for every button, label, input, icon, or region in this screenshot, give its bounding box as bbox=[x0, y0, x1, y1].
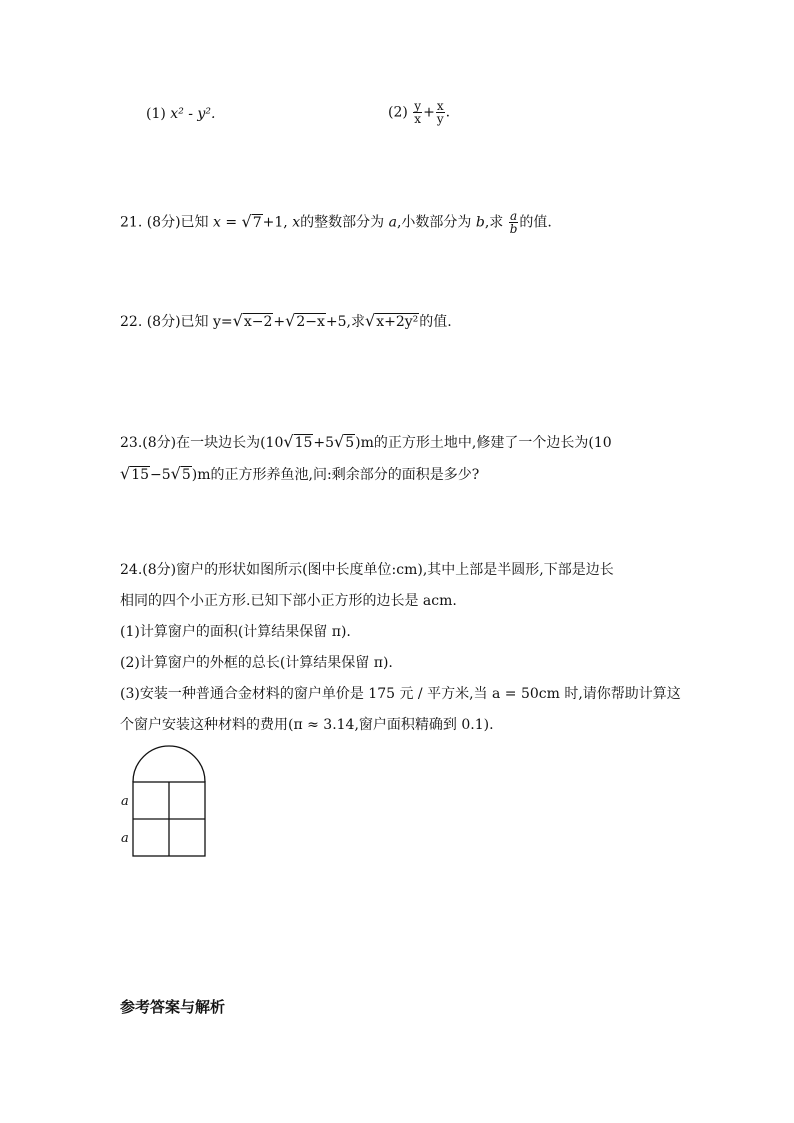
sqrt-icon: √ bbox=[334, 432, 345, 451]
answers-heading: 参考答案与解析 bbox=[120, 998, 226, 1016]
question-24-line-1: 24.(8分)窗户的形状如图所示(图中长度单位:cm),其中上部是半圆形,下部是边长 bbox=[120, 562, 614, 578]
text: +5 bbox=[313, 435, 335, 451]
var-a: a bbox=[388, 214, 397, 231]
fraction-x-over-y bbox=[436, 100, 445, 125]
radicand: 5 bbox=[181, 467, 191, 483]
sqrt-icon: √ bbox=[170, 464, 181, 483]
text: 的值. bbox=[519, 214, 552, 231]
text: )m的正方形养鱼池,问:剩余部分的面积是多少? bbox=[191, 467, 480, 483]
radicand: 15 bbox=[294, 435, 313, 451]
text: )m的正方形土地中,修建了一个边长为(10 bbox=[355, 435, 612, 451]
var-b: b bbox=[475, 214, 485, 231]
plus-sign: + bbox=[423, 104, 435, 121]
question-score: (8分)已知 bbox=[146, 214, 209, 231]
question-24-sub-1: (1)计算窗户的面积(计算结果保留 π). bbox=[120, 624, 351, 640]
window-figure bbox=[112, 744, 222, 864]
fraction-a-over-b bbox=[509, 210, 519, 235]
fraction-denominator: b bbox=[509, 222, 518, 236]
sqrt-icon: √ bbox=[283, 432, 294, 451]
question-number: 22. bbox=[120, 314, 143, 330]
question-21 bbox=[120, 210, 552, 235]
radical-5 bbox=[334, 432, 355, 453]
question-23-line-2 bbox=[120, 464, 479, 485]
subquestion-1 bbox=[146, 104, 215, 124]
text: +5,求 bbox=[325, 314, 365, 330]
equation-rhs: +1, bbox=[262, 214, 288, 231]
question-23-line-1 bbox=[120, 432, 612, 453]
fraction-numerator: x bbox=[436, 99, 444, 113]
label-a-bottom: a bbox=[121, 831, 129, 846]
question-24-sub-3-line-2: 个窗户安装这种材料的费用(π ≈ 3.14,窗户面积精确到 0.1). bbox=[120, 717, 494, 733]
text: 的值. bbox=[419, 314, 452, 330]
fraction-denominator: x bbox=[414, 112, 422, 126]
radical-5 bbox=[171, 464, 192, 485]
question-22 bbox=[120, 311, 452, 332]
sqrt-icon: √ bbox=[241, 211, 252, 231]
radicand: x−2 bbox=[243, 314, 273, 330]
radical-2-minus-x bbox=[285, 311, 326, 332]
radicand: x+2y² bbox=[376, 314, 419, 330]
sqrt-icon: √ bbox=[285, 311, 296, 330]
text: −5 bbox=[150, 467, 171, 483]
question-24-line-2: 相同的四个小正方形.已知下部小正方形的边长是 acm. bbox=[120, 593, 457, 609]
subquestion-1-label: (1) bbox=[146, 106, 166, 122]
question-24-sub-2: (2)计算窗户的外框的总长(计算结果保留 π). bbox=[120, 655, 393, 671]
subquestion-2-label: (2) bbox=[388, 104, 408, 121]
radical-x-plus-2y2 bbox=[365, 311, 419, 332]
sqrt-icon: √ bbox=[232, 311, 243, 330]
var-x: x bbox=[292, 214, 301, 231]
fraction-numerator: a bbox=[509, 209, 518, 223]
radical-15 bbox=[283, 432, 313, 453]
radicand: 15 bbox=[131, 467, 150, 483]
question-number: 21. bbox=[120, 214, 143, 231]
radical-x-minus-2 bbox=[233, 311, 274, 332]
text: ,小数部分为 bbox=[396, 214, 472, 231]
radicand: 5 bbox=[345, 435, 355, 451]
y-equals: y= bbox=[213, 314, 233, 330]
semicircle-top bbox=[133, 746, 205, 782]
fraction-numerator: y bbox=[414, 99, 422, 113]
question-number: 23. bbox=[120, 435, 143, 451]
text: (8分)在一块边长为(10 bbox=[142, 435, 284, 451]
radicand: 7 bbox=[252, 214, 262, 231]
fraction-y-over-x bbox=[413, 100, 422, 125]
sqrt-icon: √ bbox=[364, 311, 376, 330]
question-score: (8分)已知 bbox=[146, 314, 209, 330]
text: ,求 bbox=[484, 214, 504, 231]
question-24-sub-3-line-1: (3)安装一种普通合金材料的窗户单价是 175 元 / 平方米,当 a = 50cm 时,请你帮助计算这 bbox=[120, 686, 681, 702]
period: . bbox=[445, 104, 451, 121]
radical-15 bbox=[120, 464, 150, 485]
text: 的整数部分为 bbox=[300, 214, 385, 231]
plus-sign: + bbox=[273, 314, 286, 330]
radicand: 2−x bbox=[296, 314, 325, 330]
radical-7 bbox=[242, 212, 263, 233]
equation-lhs: x = bbox=[213, 214, 238, 231]
subquestion-2 bbox=[388, 100, 450, 125]
fraction-denominator: y bbox=[436, 112, 444, 126]
subquestion-1-expression: x² - y². bbox=[170, 106, 216, 122]
sqrt-icon: √ bbox=[120, 464, 131, 483]
label-a-top: a bbox=[121, 794, 129, 809]
